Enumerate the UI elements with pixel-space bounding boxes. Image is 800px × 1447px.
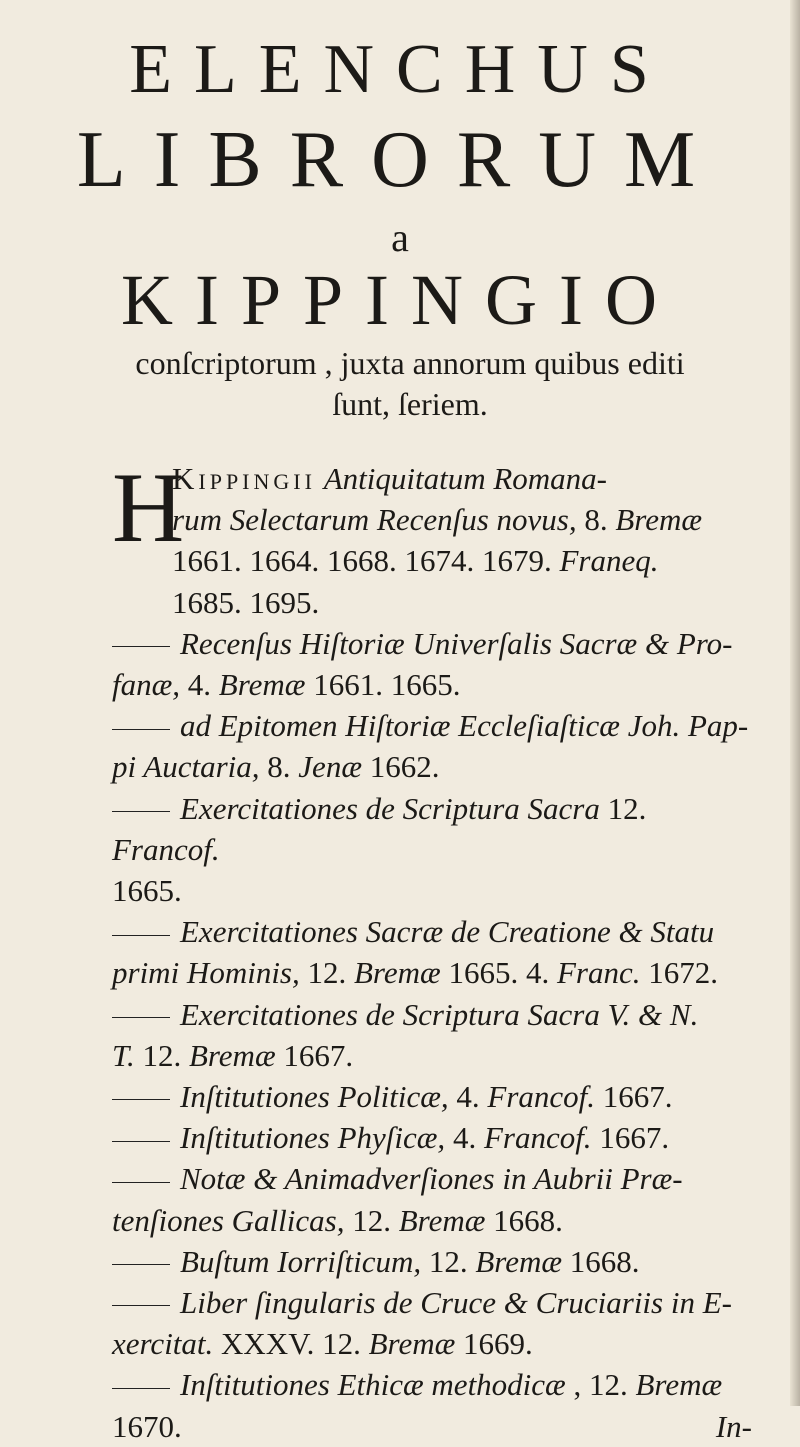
list-item: Notæ & Animadverſiones in Aubrii Præ- tenſiones Gallicas, 12. Bremæ 1668. [112,1161,683,1238]
ditto-dash [112,1141,170,1142]
ditto-dash [112,1182,170,1183]
drop-capital: H [112,452,185,563]
ditto-dash [112,1017,170,1018]
list-item: Buſtum Iorriſticum, 12. Bremæ 1668. [112,1241,752,1282]
list-item: Liber ſingularis de Cruce & Cruciariis in E- xercitat. XXXV. 12. Bremæ 1669. [112,1285,732,1362]
list-item: Inſtitutiones Politicæ, 4. Francof. 1667. [112,1076,752,1117]
list-item: Recenſus Hiſtoriæ Univerſalis Sacræ & Pro- fanæ, 4. Bremæ 1661. 1665. [112,625,733,703]
title-line-3: a [391,215,409,260]
ditto-dash [112,1388,170,1389]
title-line-4: KIPPINGIO [121,260,679,340]
list-item: Exercitationes de Scriptura Sacra V. & N. T. 12. Bremæ 1667. [112,996,699,1073]
page-edge [790,0,800,1406]
subtitle-line-1: conſcriptorum , juxta annorum quibus editi [135,345,685,381]
list-item: ad Epitomen Hiſtoriæ Eccleſiaſticæ Joh. Pap- pi Auctaria, 8. Jenæ 1662. [112,708,749,785]
ditto-dash [112,729,170,730]
list-item: Inſtitutiones Ethicæ methodicæ , 12. Bremæ 1670. In- [112,1364,752,1446]
catchword: In- [715,1408,752,1444]
list-item: Exercitationes Sacræ de Creatione & Statu primi Hominis, 12. Bremæ 1665. 4. Franc. 1672. [112,914,718,991]
subtitle-line-2: ſunt, ſeriem. [332,386,488,422]
ditto-dash [112,935,170,936]
ditto-dash [112,1099,170,1100]
ditto-dash [112,646,170,647]
ditto-dash [112,811,170,812]
ditto-dash [112,1305,170,1306]
list-item: Exercitationes de Scriptura Sacra 12. Francof. 1665. [112,790,647,909]
list-item: Kippingii Antiquitatum Romana- rum Selectarum Recenſus novus, 8. Bremæ 1661. 1664. 1668. 1674. 1679. Franeq. 1685. 1695. [172,461,703,620]
list-item: Inſtitutiones Phyſicæ, 4. Francof. 1667. [112,1117,752,1158]
entry-list [112,452,752,1447]
title-line-1: ELENCHUS [129,31,671,108]
title-line-2: LIBRORUM [76,116,724,204]
ditto-dash [112,1264,170,1265]
